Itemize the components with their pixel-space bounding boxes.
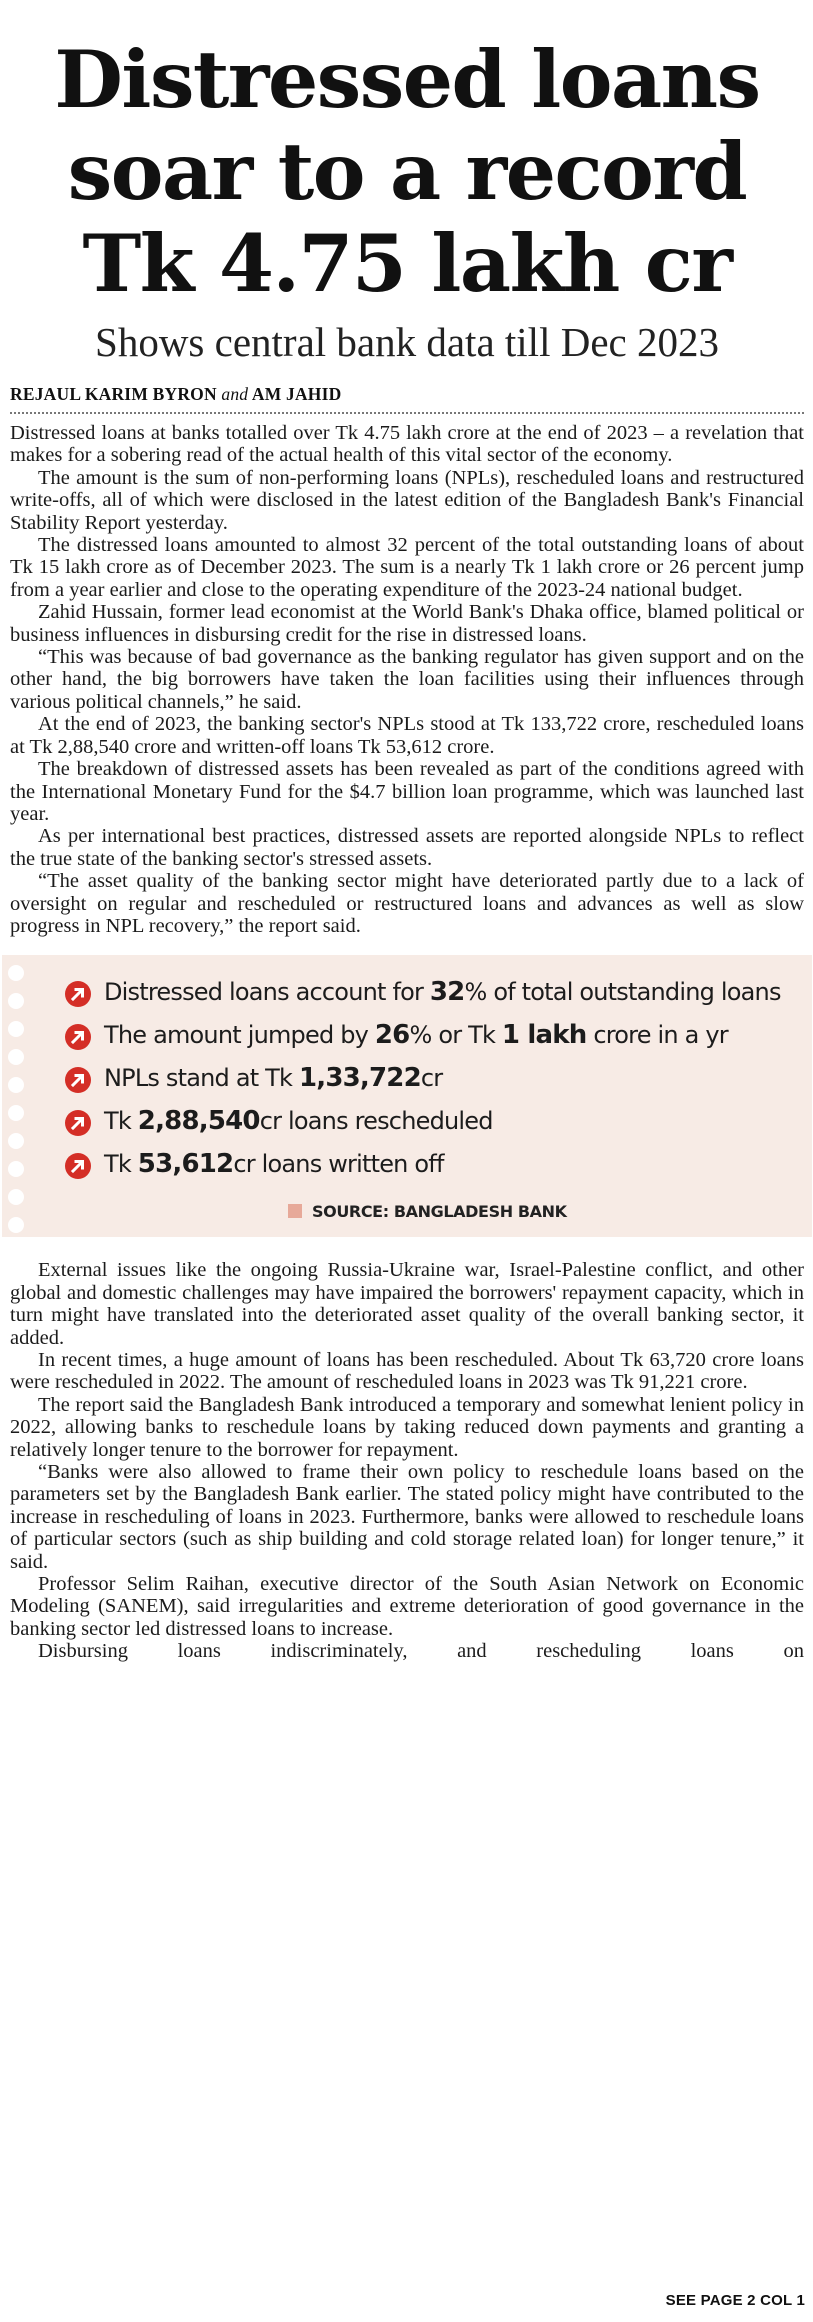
perforation-hole [8,1133,24,1149]
highlight-figure: 32 [429,977,465,1008]
highlight-text: Distressed loans account for [104,978,430,1007]
arrow-bullet-icon [64,1023,92,1051]
perforation-hole [8,1077,24,1093]
highlight-text: Tk [104,1150,138,1179]
byline-conjunction: and [221,384,249,404]
highlight-text: % of total outstanding loans [464,978,781,1007]
headline-line: Tk 4.75 lakh cr [82,217,732,310]
paragraph: “This was because of bad governance as the banking regulator has given support and on the other hand, the big borrowers have taken the loan facilities using their influences through various political channels,” he said. [10,646,804,713]
highlight-figure: 26 [374,1020,410,1051]
paragraph: The report said the Bangladesh Bank introduced a temporary and somewhat lenient policy in 2022, allowing banks to reschedule loans by taking reduced down payments and granting a relatively longer tenure to the borrower for repayment. [10,1393,804,1461]
perforation-edge [8,965,28,1227]
perforation-hole [8,1161,24,1177]
headline-line: Distressed loans [54,33,760,126]
highlight-text: % or Tk [409,1021,502,1050]
highlight-item [64,1063,792,1093]
paragraph: Disbursing loans indiscriminately, and rescheduling loans on [38,1640,804,1663]
highlight-figure: 53,612 [137,1149,234,1180]
paragraph: “The asset quality of the banking sector might have deteriorated partly due to a lack of oversight on regular and rescheduled or restructured loans and advances as well as slow progress in NPL recovery,” the report said. [10,870,804,937]
perforation-hole [8,1217,24,1233]
paragraph: At the end of 2023, the banking sector's NPLs stood at Tk 133,722 crore, rescheduled loans at Tk 2,88,540 crore and written-off loans Tk 53,612 crore. [10,713,804,758]
paragraph: The distressed loans amounted to almost 32 percent of the total outstanding loans of about Tk 15 lakh crore as of December 2023. The sum is a nearly Tk 1 lakh crore or 26 percent jump from a year earlier and close to the operating expenditure of the 2023-24 national budget. [10,534,804,601]
perforation-hole [8,1049,24,1065]
article [10,0,804,1663]
byline-author: REJAUL KARIM BYRON [10,384,217,404]
source-swatch [288,1204,302,1218]
arrow-bullet-icon [64,980,92,1008]
paragraph: Professor Selim Raihan, executive director of the South Asian Network on Economic Modeling (SANEM), said irregularities and extreme deterioration of good governance in the banking sector led distressed loans to increase. [10,1573,804,1640]
highlight-figure: 1,33,722 [298,1063,421,1094]
source-text: SOURCE: BANGLADESH BANK [312,1202,567,1222]
jump-line: SEE PAGE 2 COL 1 [665,2292,805,2309]
arrow-bullet-icon [64,1066,92,1094]
highlight-text: cr [420,1064,443,1093]
arrow-bullet-icon [64,1109,92,1137]
highlight-figure: 2,88,540 [137,1106,260,1137]
perforation-hole [8,993,24,1009]
highlight-item [64,977,792,1007]
article-body-part-2 [10,1259,804,1662]
byline [10,382,804,414]
perforation-hole [8,1021,24,1037]
highlight-text: cr loans written off [233,1150,444,1179]
highlights-list [64,977,792,1192]
subheadline: Shows central bank data till Dec 2023 [95,319,719,365]
paragraph: External issues like the ongoing Russia-Ukraine war, Israel-Palestine conflict, and other global and domestic challenges may have impaired the borrowers' repayment capacity, which in turn might have translated into the deteriorated asset quality of the overall banking sector, it added. [10,1259,804,1349]
highlight-text: NPLs stand at Tk [104,1064,299,1093]
paragraph: In recent times, a huge amount of loans has been rescheduled. About Tk 63,720 crore loans were rescheduled in 2022. The amount of rescheduled loans in 2023 was Tk 91,221 crore. [10,1348,804,1394]
headline-line: soar to a record [67,125,747,218]
headline [10,34,804,310]
highlight-figure: 1 lakh [501,1020,587,1051]
perforation-hole [8,965,24,981]
paragraph: Zahid Hussain, former lead economist at the World Bank's Dhaka office, blamed political or business influences in disbursing credit for the rise in distressed loans. [10,601,804,646]
highlight-item [64,1106,792,1136]
perforation-hole [8,1189,24,1205]
article-body-part-1 [10,422,804,937]
byline-author: AM JAHID [251,384,342,404]
paragraph: The breakdown of distressed assets has been revealed as part of the conditions agreed with the International Monetary Fund for the $4.7 billion loan programme, which was launched last year. [10,758,804,825]
highlight-item [64,1020,792,1050]
arrow-bullet-icon [64,1152,92,1180]
highlight-text: Tk [104,1107,138,1136]
highlight-text: crore in a yr [586,1021,728,1050]
paragraph: As per international best practices, distressed assets are reported alongside NPLs to reflect the true state of the banking sector's stressed assets. [10,825,804,870]
highlight-text: cr loans rescheduled [259,1107,493,1136]
perforation-hole [8,1105,24,1121]
highlight-text: The amount jumped by [104,1021,375,1050]
paragraph: “Banks were also allowed to frame their own policy to reschedule loans based on the parameters set by the Bangladesh Bank earlier. The stated policy might have contributed to the increase in rescheduling of loans in 2023. Furthermore, banks were allowed to reschedule loans of particular sectors (such as ship building and cold storage related loan) for longer tenure,” it said. [10,1461,804,1573]
paragraph: The amount is the sum of non-performing loans (NPLs), rescheduled loans and restructured write-offs, all of which were disclosed in the latest edition of the Bangladesh Bank's Financial Stability Report yesterday. [10,466,804,534]
highlight-item [64,1149,792,1179]
highlights-box [2,955,812,1237]
paragraph: Distressed loans at banks totalled over Tk 4.75 lakh crore at the end of 2023 – a revelation that makes for a sobering read of the actual health of this vital sector of the economy. [10,422,804,467]
